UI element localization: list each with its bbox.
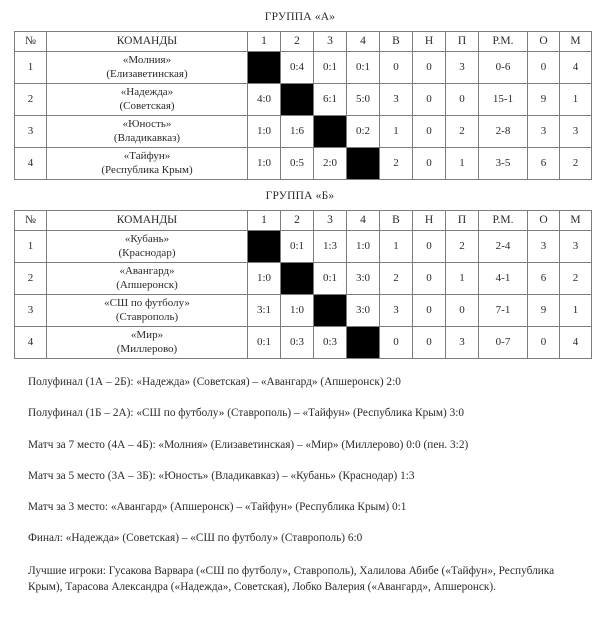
row-cell-vs-2: 0:1 xyxy=(281,231,314,263)
header-wins: В xyxy=(380,32,413,52)
row-team xyxy=(47,327,248,359)
row-wins: 0 xyxy=(380,52,413,84)
row-draws: 0 xyxy=(413,263,446,295)
team-name: «Мир» xyxy=(130,328,164,341)
row-cell-vs-4: 3:0 xyxy=(347,295,380,327)
best-players-paragraph: Лучшие игроки: Гусакова Варвара («СШ по футболу», Ставрополь), Халилова Абибе («Тайфун», Республика Крым), Тарасова Александра («Надежда», Советская), Лобко Валерия («Авангард», Апшеронск). xyxy=(28,564,555,593)
row-cell-vs-4: 1:0 xyxy=(347,231,380,263)
row-cell-vs-4: 3:0 xyxy=(347,263,380,295)
row-losses: 3 xyxy=(446,52,479,84)
row-cell-vs-1: 0:1 xyxy=(248,327,281,359)
table-header-row xyxy=(15,32,592,52)
result-3rd-place: Матч за 3 место: «Авангард» (Апшеронск) – «Тайфун» (Республика Крым) 0:1 xyxy=(28,501,407,513)
team-name: «Надежда» xyxy=(120,85,174,98)
row-cell-vs-3: 2:0 xyxy=(314,148,347,180)
team-name: «Юность» xyxy=(122,117,172,130)
row-cell-vs-2: 1:6 xyxy=(281,116,314,148)
row-cell-vs-3 xyxy=(314,116,347,148)
row-cell-vs-3: 0:3 xyxy=(314,327,347,359)
row-wins: 1 xyxy=(380,116,413,148)
row-cell-vs-2: 0:4 xyxy=(281,52,314,84)
team-name: «Авангард» xyxy=(119,264,175,277)
result-final: Финал: «Надежда» (Советская) – «СШ по футболу» (Ставрополь) 6:0 xyxy=(28,532,363,545)
row-team xyxy=(47,52,248,84)
row-losses: 0 xyxy=(446,84,479,116)
row-number: 3 xyxy=(15,116,47,148)
row-points: 9 xyxy=(528,84,560,116)
team-city: (Апшеронск) xyxy=(116,278,178,291)
row-cell-vs-1: 1:0 xyxy=(248,263,281,295)
row-points: 3 xyxy=(528,116,560,148)
row-draws: 0 xyxy=(413,295,446,327)
header-draws: Н xyxy=(413,211,446,231)
playoff-results-block xyxy=(0,375,600,595)
header-match-4: 4 xyxy=(347,32,380,52)
row-goals: 3-5 xyxy=(479,148,528,180)
row-team xyxy=(47,148,248,180)
row-wins: 3 xyxy=(380,295,413,327)
header-match-4: 4 xyxy=(347,211,380,231)
table-row xyxy=(15,263,592,295)
row-cell-vs-2 xyxy=(281,84,314,116)
row-place: 1 xyxy=(560,84,592,116)
team-city: (Республика Крым) xyxy=(101,163,193,176)
row-team xyxy=(47,116,248,148)
result-5th-place: Матч за 5 место (3А – 3Б): «Юность» (Владикавказ) – «Кубань» (Краснодар) 1:3 xyxy=(28,469,415,482)
row-losses: 3 xyxy=(446,327,479,359)
row-cell-vs-2: 0:3 xyxy=(281,327,314,359)
row-losses: 1 xyxy=(446,263,479,295)
header-match-3: 3 xyxy=(314,32,347,52)
team-city: (Советская) xyxy=(119,99,175,112)
row-points: 6 xyxy=(528,148,560,180)
team-city: (Елизаветинская) xyxy=(106,67,188,80)
header-losses: П xyxy=(446,211,479,231)
header-points: О xyxy=(528,32,560,52)
row-goals: 0-7 xyxy=(479,327,528,359)
result-semifinal-2: Полуфинал (1Б – 2А): «СШ по футболу» (Ставрополь) – «Тайфун» (Республика Крым) 3:0 xyxy=(28,407,464,420)
row-cell-vs-2: 1:0 xyxy=(281,295,314,327)
table-row xyxy=(15,84,592,116)
row-place: 3 xyxy=(560,231,592,263)
header-place: М xyxy=(560,32,592,52)
team-name: «Тайфун» xyxy=(123,149,171,162)
header-match-1: 1 xyxy=(248,211,281,231)
row-goals: 7-1 xyxy=(479,295,528,327)
row-number: 4 xyxy=(15,327,47,359)
team-name: «СШ по футболу» xyxy=(104,296,190,309)
group-a-standings-table xyxy=(14,31,592,180)
row-points: 3 xyxy=(528,231,560,263)
row-place: 2 xyxy=(560,263,592,295)
row-draws: 0 xyxy=(413,84,446,116)
row-place: 1 xyxy=(560,295,592,327)
row-goals: 2-4 xyxy=(479,231,528,263)
team-city: (Миллерово) xyxy=(116,342,178,355)
header-match-3: 3 xyxy=(314,211,347,231)
header-points: О xyxy=(528,211,560,231)
row-place: 4 xyxy=(560,52,592,84)
playoff-results-list xyxy=(0,375,600,547)
row-place: 4 xyxy=(560,327,592,359)
header-draws: Н xyxy=(413,32,446,52)
row-goals: 4-1 xyxy=(479,263,528,295)
row-points: 9 xyxy=(528,295,560,327)
row-place: 3 xyxy=(560,116,592,148)
row-draws: 0 xyxy=(413,116,446,148)
row-draws: 0 xyxy=(413,327,446,359)
row-cell-vs-2: 0:5 xyxy=(281,148,314,180)
table-row xyxy=(15,295,592,327)
row-cell-vs-3: 0:1 xyxy=(314,52,347,84)
row-team xyxy=(47,295,248,327)
row-cell-vs-4: 0:2 xyxy=(347,116,380,148)
row-number: 3 xyxy=(15,295,47,327)
row-draws: 0 xyxy=(413,231,446,263)
team-city: (Владикавказ) xyxy=(113,131,181,144)
header-match-1: 1 xyxy=(248,32,281,52)
header-match-2: 2 xyxy=(281,211,314,231)
row-points: 0 xyxy=(528,52,560,84)
table-row xyxy=(15,116,592,148)
row-draws: 0 xyxy=(413,52,446,84)
row-number: 2 xyxy=(15,263,47,295)
row-cell-vs-4: 0:1 xyxy=(347,52,380,84)
row-goals: 2-8 xyxy=(479,116,528,148)
group-b-title: ГРУППА «Б» xyxy=(265,190,335,202)
header-number: № xyxy=(15,32,47,52)
row-team xyxy=(47,231,248,263)
row-cell-vs-1 xyxy=(248,52,281,84)
row-number: 2 xyxy=(15,84,47,116)
group-a-title: ГРУППА «А» xyxy=(264,11,336,23)
row-wins: 2 xyxy=(380,148,413,180)
header-losses: П xyxy=(446,32,479,52)
row-team xyxy=(47,263,248,295)
row-cell-vs-4 xyxy=(347,327,380,359)
row-wins: 2 xyxy=(380,263,413,295)
row-losses: 1 xyxy=(446,148,479,180)
result-semifinal-1: Полуфинал (1А – 2Б): «Надежда» (Советская) – «Авангард» (Апшеронск) 2:0 xyxy=(28,376,401,388)
header-goals: Р.М. xyxy=(479,211,528,231)
row-cell-vs-1: 3:1 xyxy=(248,295,281,327)
table-row xyxy=(15,231,592,263)
header-teams: КОМАНДЫ xyxy=(47,32,248,52)
row-place: 2 xyxy=(560,148,592,180)
team-city: (Ставрополь) xyxy=(115,310,179,323)
row-cell-vs-1 xyxy=(248,231,281,263)
row-cell-vs-3: 1:3 xyxy=(314,231,347,263)
row-cell-vs-4: 5:0 xyxy=(347,84,380,116)
result-7th-place: Матч за 7 место (4А – 4Б): «Молния» (Елизаветинская) – «Мир» (Миллерово) 0:0 (пен. 3:2) xyxy=(28,438,469,451)
row-cell-vs-2 xyxy=(281,263,314,295)
row-cell-vs-3 xyxy=(314,295,347,327)
header-goals: Р.М. xyxy=(479,32,528,52)
table-header-row xyxy=(15,211,592,231)
header-match-2: 2 xyxy=(281,32,314,52)
row-cell-vs-4 xyxy=(347,148,380,180)
header-teams: КОМАНДЫ xyxy=(47,211,248,231)
row-losses: 2 xyxy=(446,116,479,148)
row-goals: 0-6 xyxy=(479,52,528,84)
table-row xyxy=(15,148,592,180)
team-name: «Молния» xyxy=(122,53,172,66)
row-losses: 2 xyxy=(446,231,479,263)
row-cell-vs-1: 4:0 xyxy=(248,84,281,116)
table-row xyxy=(15,327,592,359)
row-draws: 0 xyxy=(413,148,446,180)
row-number: 1 xyxy=(15,231,47,263)
row-wins: 1 xyxy=(380,231,413,263)
row-team xyxy=(47,84,248,116)
row-losses: 0 xyxy=(446,295,479,327)
row-wins: 3 xyxy=(380,84,413,116)
row-points: 6 xyxy=(528,263,560,295)
header-number: № xyxy=(15,211,47,231)
row-points: 0 xyxy=(528,327,560,359)
row-cell-vs-1: 1:0 xyxy=(248,148,281,180)
table-row xyxy=(15,52,592,84)
header-wins: В xyxy=(380,211,413,231)
row-goals: 15-1 xyxy=(479,84,528,116)
team-name: «Кубань» xyxy=(124,232,170,245)
row-wins: 0 xyxy=(380,327,413,359)
team-city: (Краснодар) xyxy=(118,246,176,259)
row-cell-vs-1: 1:0 xyxy=(248,116,281,148)
group-b-standings-table xyxy=(14,210,592,359)
row-cell-vs-3: 0:1 xyxy=(314,263,347,295)
row-number: 1 xyxy=(15,52,47,84)
row-number: 4 xyxy=(15,148,47,180)
row-cell-vs-3: 6:1 xyxy=(314,84,347,116)
header-place: М xyxy=(560,211,592,231)
